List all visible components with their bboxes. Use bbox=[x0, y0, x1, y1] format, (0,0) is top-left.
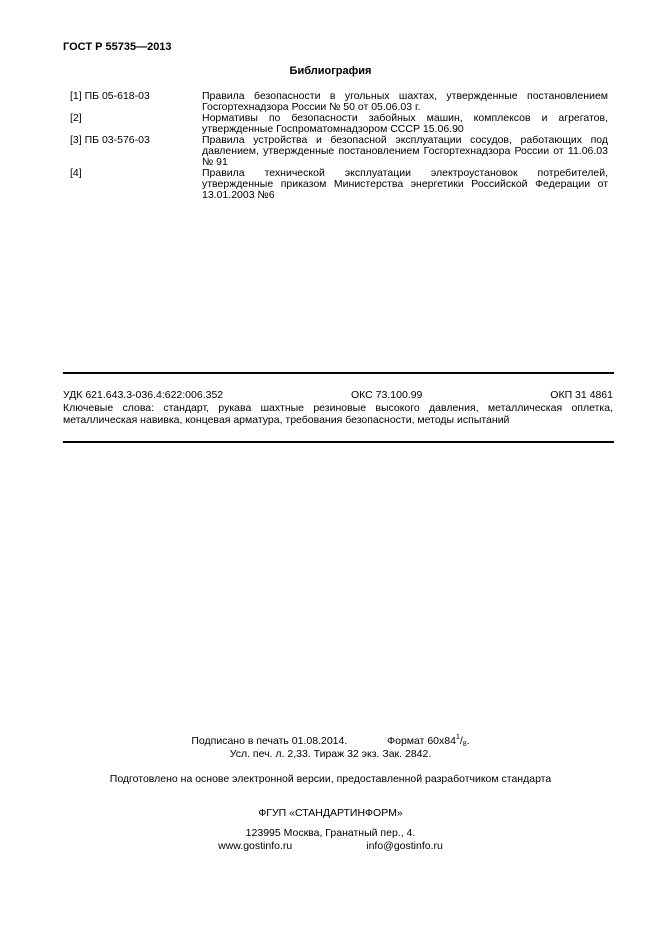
bibliography-ref: [4] bbox=[70, 167, 82, 179]
bibliography-text: Правила устройства и безопасной эксплуатации сосудов, работающих под давлением, утвержденные постановлением Госгортехнадзора России от 11.06.03 № 91 bbox=[202, 134, 608, 168]
prepared-note: Подготовлено на основе электронной версии, предоставленной разработчиком стандарта bbox=[109, 773, 552, 785]
document-header: ГОСТ Р 55735—2013 bbox=[63, 41, 172, 53]
bibliography-text: Правила технической эксплуатации электроустановок потребителей, утвержденные приказом Министерства энергетики Российской Федерации от 13.01.2003 №6 bbox=[202, 167, 608, 201]
bibliography-ref: [2] bbox=[70, 112, 82, 124]
bibliography-text: Нормативы по безопасности забойных машин, комплексов и агрегатов, утвержденные Госпроматомнадзором СССР 15.06.90 bbox=[202, 112, 608, 135]
top-divider bbox=[63, 372, 614, 374]
email-link[interactable]: info@gostinfo.ru bbox=[366, 840, 443, 852]
oks-code: ОКС 73.100.99 bbox=[351, 389, 423, 401]
imprint-line-1 bbox=[0, 734, 661, 748]
bibliography-text: Правила безопасности в угольных шахтах, утвержденные постановлением Госгортехнадзора России № 50 от 05.06.03 г. bbox=[202, 90, 608, 113]
bibliography-entry bbox=[70, 91, 612, 113]
format-end: . bbox=[466, 735, 470, 747]
classification-codes bbox=[63, 389, 613, 401]
website-link[interactable]: www.gostinfo.ru bbox=[218, 840, 293, 852]
bottom-divider bbox=[63, 441, 614, 443]
publisher-address: 123995 Москва, Гранатный пер., 4. bbox=[245, 827, 416, 839]
keywords: Ключевые слова: стандарт, рукава шахтные резиновые высокого давления, металлическая оплетка, металлическая навивка, концевая арматура, требования безопасности, методы испытаний bbox=[63, 402, 613, 426]
paper-format: Формат $60х84^1/_8$. bbox=[387, 734, 470, 748]
okp-code: ОКП 31 4861 bbox=[550, 389, 613, 401]
publisher-contacts bbox=[0, 840, 661, 852]
bibliography-ref: [3] ПБ 03-576-03 bbox=[70, 134, 150, 146]
imprint-line-2: Усл. печ. л. 2,33. Тираж 32 экз. Зак. 2842. bbox=[229, 748, 432, 760]
bibliography-entry bbox=[70, 168, 612, 201]
signed-date: Подписано в печать 01.08.2014. bbox=[191, 735, 348, 747]
udk-code: УДК 621.643.3-036.4:622:006.352 bbox=[63, 389, 224, 401]
format-denominator: 8 bbox=[462, 741, 467, 748]
format-numerator: 1 bbox=[455, 734, 460, 741]
bibliography-title: Библиография bbox=[289, 65, 372, 77]
paper-format-label: Формат 60х84 bbox=[387, 735, 456, 747]
publisher-name: ФГУП «СТАНДАРТИНФОРМ» bbox=[258, 807, 403, 819]
bibliography-entry bbox=[70, 135, 612, 168]
bibliography-ref: [1] ПБ 05-618-03 bbox=[70, 90, 150, 102]
bibliography-list bbox=[70, 91, 612, 201]
bibliography-entry bbox=[70, 113, 612, 135]
